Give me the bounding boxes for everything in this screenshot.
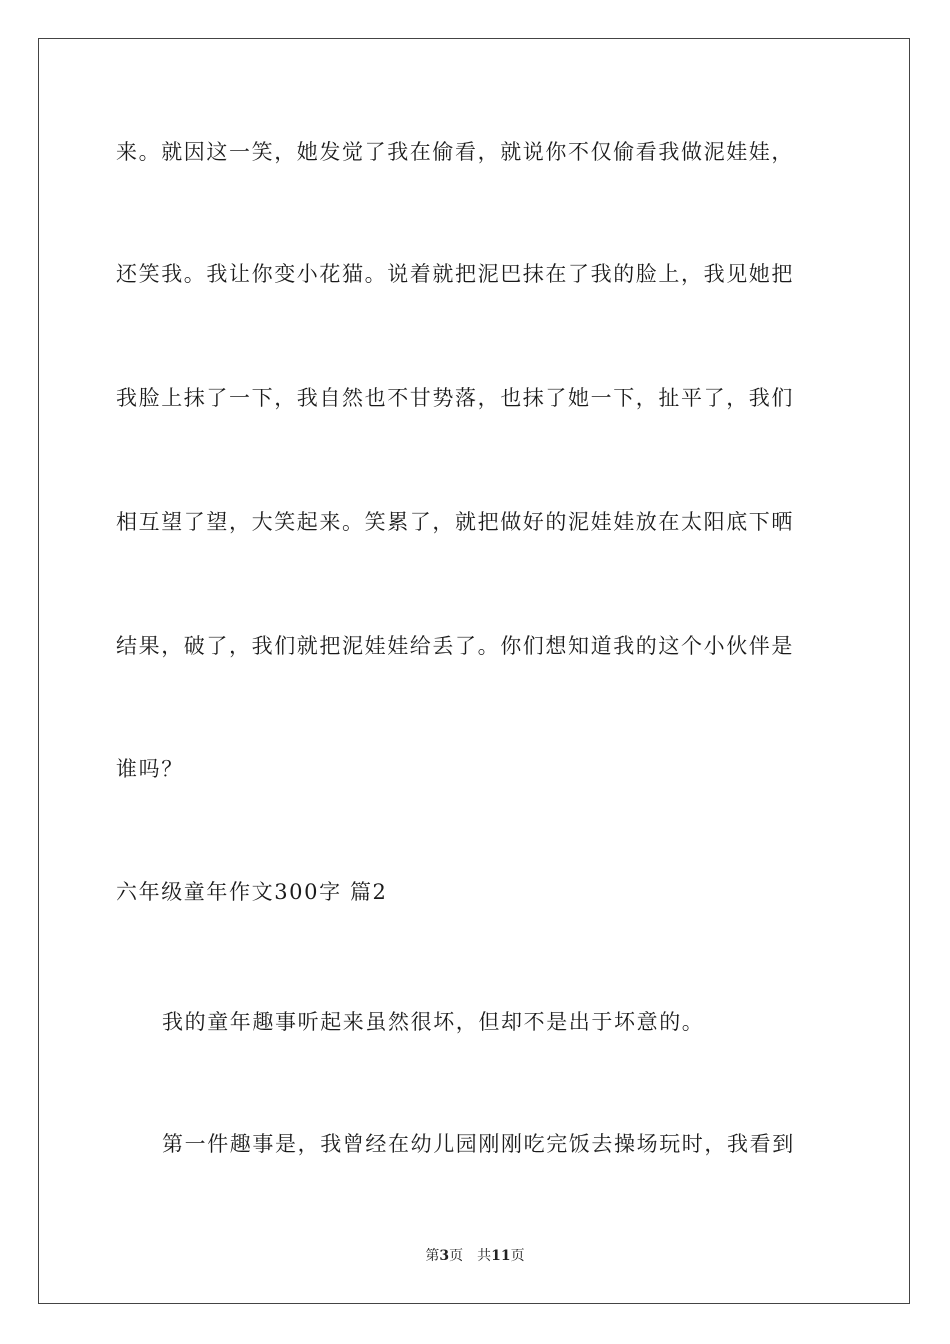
page-current-number: 3 — [439, 1248, 450, 1264]
page-border — [38, 38, 910, 1304]
section-title: 六年级童年作文300字 篇2 — [116, 880, 388, 904]
body-line-3: 我脸上抹了一下，我自然也不甘势落，也抹了她一下，扯平了，我们 — [116, 386, 794, 410]
footer-mid: 页 共 — [449, 1248, 492, 1264]
footer-suffix: 页 — [510, 1248, 525, 1264]
page-footer — [0, 1246, 950, 1266]
footer-prefix: 第 — [425, 1248, 440, 1264]
body-line-1: 来。就因这一笑，她发觉了我在偷看，就说你不仅偷看我做泥娃娃， — [116, 140, 794, 164]
body-line-6: 谁吗？ — [116, 757, 184, 781]
body-line-5: 结果，破了，我们就把泥娃娃给丢了。你们想知道我的这个小伙伴是 — [116, 634, 794, 658]
body-line-4: 相互望了望，大笑起来。笑累了，就把做好的泥娃娃放在太阳底下晒 — [116, 510, 794, 534]
page-total-number: 11 — [491, 1248, 511, 1264]
paragraph-2: 第一件趣事是，我曾经在幼儿园刚刚吃完饭去操场玩时，我看到 — [162, 1132, 795, 1156]
body-line-2: 还笑我。我让你变小花猫。说着就把泥巴抹在了我的脸上，我见她把 — [116, 262, 794, 286]
paragraph-1: 我的童年趣事听起来虽然很坏，但却不是出于坏意的。 — [162, 1010, 705, 1034]
